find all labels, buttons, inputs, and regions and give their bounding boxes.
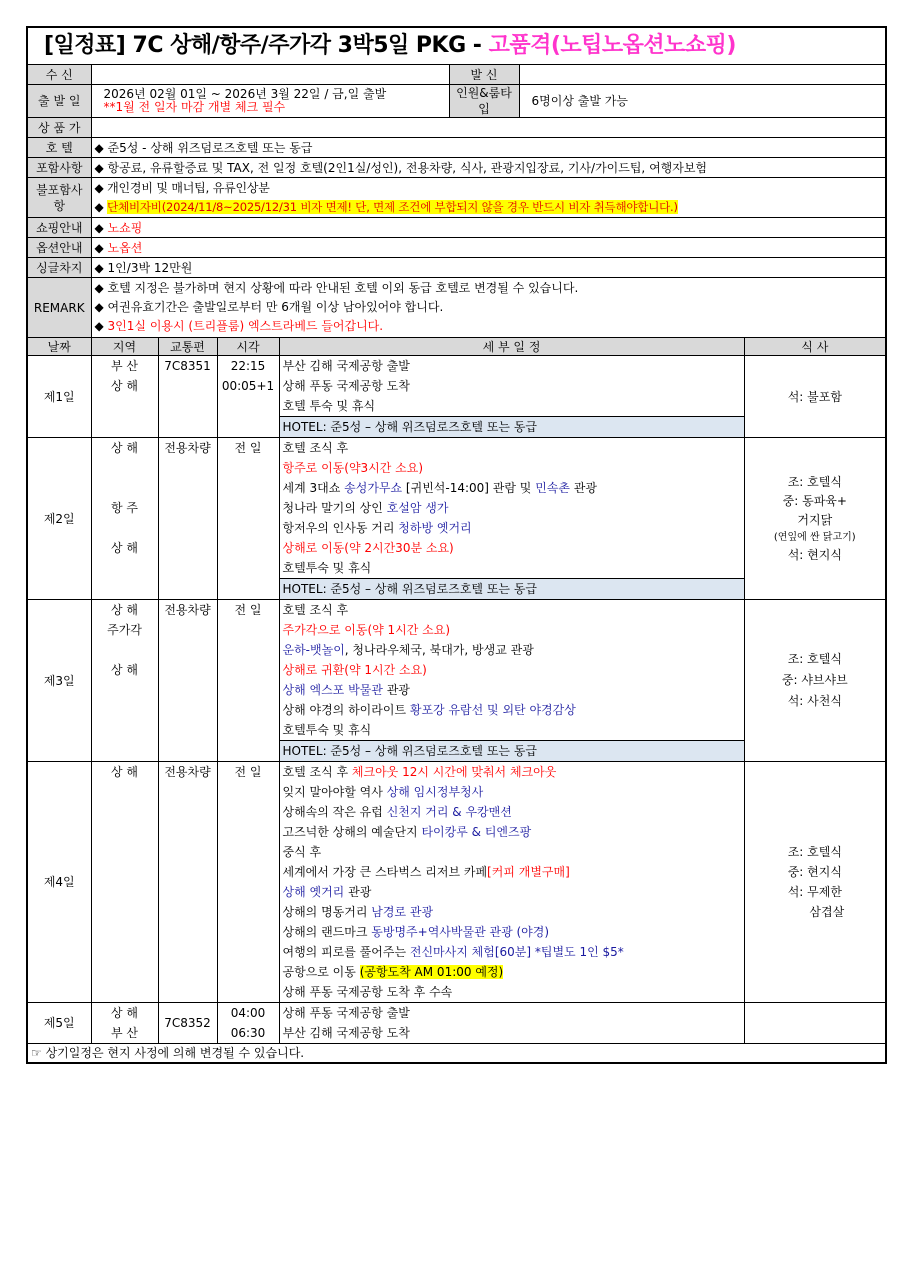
day-regions — [91, 600, 158, 762]
time: 전 일 — [234, 765, 262, 779]
detail-line — [280, 498, 744, 518]
text: 상해의 랜드마크 — [282, 925, 372, 939]
departure-row — [27, 85, 886, 118]
region: 상 해 — [111, 603, 138, 617]
sender-value — [519, 65, 886, 85]
includes-row — [27, 158, 886, 178]
text: 민속촌 — [535, 481, 570, 495]
includes-label: 포함사항 — [27, 158, 91, 178]
bullet: ◆ — [94, 319, 108, 333]
excludes-line2 — [95, 198, 883, 217]
day-label: 제2일 — [27, 438, 91, 600]
text: 전신마사지 체험[60분] *팁별도 1인 $5* — [409, 945, 624, 959]
single-charge-value: ◆ 1인/3박 12만원 — [91, 258, 886, 278]
text: 공항으로 이동 — [282, 965, 360, 979]
day-detail — [279, 1003, 744, 1044]
day-row-1 — [27, 356, 886, 438]
col-transport: 교통편 — [158, 338, 217, 356]
price-label: 상 품 가 — [27, 118, 91, 138]
detail-line — [280, 478, 744, 498]
detail-line: 부산 김해 국제공항 출발 — [282, 359, 410, 373]
region: 상 해 — [111, 765, 138, 779]
text: 동방명주+역사박물관 관광 (야경) — [371, 925, 550, 939]
excludes-value — [91, 178, 886, 218]
recipient-value — [91, 65, 449, 85]
text: 세계 3대쇼 — [282, 481, 345, 495]
text: 관광 — [569, 481, 597, 495]
day-detail — [279, 600, 744, 762]
region: 상 해 — [111, 541, 138, 555]
detail-line: 호텔 조식 후 — [282, 441, 349, 455]
hotel-line: HOTEL: 준5성 – 상해 위즈덤로즈호텔 또는 동급 — [280, 416, 744, 437]
meal-line: (연잎에 싼 닭고기) — [773, 531, 856, 543]
transport: 전용차량 — [164, 441, 211, 455]
day-regions — [91, 356, 158, 438]
day-label: 제5일 — [27, 1003, 91, 1044]
remark-value — [91, 278, 886, 338]
departure-value — [91, 85, 449, 118]
hotel-value: ◆ 준5성 - 상해 위즈덤로즈호텔 또는 동급 — [91, 138, 886, 158]
single-charge-label: 싱글차지 — [27, 258, 91, 278]
remark-line2: ◆ 여권유효기간은 출발일로부터 만 6개월 이상 남아있어야 합니다. — [94, 300, 444, 314]
day-time — [217, 1003, 279, 1044]
day-detail — [279, 762, 744, 1003]
detail-line — [280, 942, 744, 962]
col-meal: 식 사 — [744, 338, 886, 356]
detail-line — [280, 922, 744, 942]
detail-line — [280, 822, 744, 842]
remark-row — [27, 278, 886, 338]
region: 부 산 — [111, 1026, 138, 1040]
meal-line: 중: 샤브샤브 — [781, 673, 848, 687]
text: 황포강 유람선 및 외탄 야경감상 — [409, 703, 576, 717]
detail-line — [280, 762, 744, 782]
day-transport — [158, 600, 217, 762]
text: (공항도착 AM 01:00 예정) — [359, 965, 504, 979]
excludes-row — [27, 178, 886, 218]
detail-line: 상해 푸동 국제공항 출발 — [282, 1006, 410, 1020]
flight-number: 7C8352 — [164, 1016, 211, 1030]
hotel-line: HOTEL: 준5성 – 상해 위즈덤로즈호텔 또는 동급 — [280, 578, 744, 599]
detail-line: 중식 후 — [282, 845, 322, 859]
flight-number: 7C8351 — [164, 359, 211, 373]
day-regions — [91, 762, 158, 1003]
hotel-row — [27, 138, 886, 158]
day-time — [217, 600, 279, 762]
no-shopping-text: 노쇼핑 — [107, 220, 143, 235]
text: 청하방 옛거리 — [398, 521, 472, 535]
time: 04:00 — [230, 1006, 266, 1020]
shopping-row — [27, 218, 886, 238]
itinerary-sheet — [26, 26, 885, 1064]
remark-line1: ◆ 호텔 지정은 불가하며 현지 상황에 따라 안내된 호텔 이외 동급 호텔로 변경될 수 있습니다. — [94, 281, 579, 295]
price-value — [91, 118, 886, 138]
meal-line: 석: 현지식 — [787, 547, 842, 562]
detail-line: 부산 김해 국제공항 도착 — [282, 1026, 410, 1040]
meal-line: 조: 호텔식 — [787, 474, 842, 489]
hotel-line: HOTEL: 준5성 – 상해 위즈덤로즈호텔 또는 동급 — [280, 740, 744, 761]
detail-line: 호텔투숙 및 휴식 — [282, 561, 372, 575]
includes-value: ◆ 항공료, 유류할증료 및 TAX, 전 일정 호텔(2인1실/성인), 전용차량, 식사, 관광지입장료, 기사/가이드팁, 여행자보험 — [91, 158, 886, 178]
region: 부 산 — [111, 359, 138, 373]
page-title — [27, 27, 886, 65]
no-option-text: 노옵션 — [107, 240, 143, 255]
text: 호설암 생가 — [386, 501, 449, 515]
recipient-label: 수 신 — [27, 65, 91, 85]
meal-line: 거지닭 — [797, 512, 833, 527]
detail-line: 호텔 투숙 및 휴식 — [282, 399, 376, 413]
text: 타이캉루 & 티엔즈팡 — [421, 825, 532, 839]
detail-line — [280, 700, 744, 720]
day-label: 제4일 — [27, 762, 91, 1003]
text: 여행의 피로를 풀어주는 — [282, 945, 410, 959]
day-meal — [744, 438, 886, 600]
text: 신천지 거리 & 우캉맨션 — [386, 805, 512, 819]
detail-line: 항주로 이동(약3시간 소요) — [282, 461, 424, 475]
meal-line: 중: 동파육+ — [782, 493, 847, 508]
schedule-header-row — [27, 338, 886, 356]
option-value — [91, 238, 886, 258]
region: 상 해 — [111, 663, 138, 677]
day-label: 제1일 — [27, 356, 91, 438]
day-regions — [91, 438, 158, 600]
detail-line — [280, 962, 744, 982]
text: 운하-뱃놀이 — [282, 643, 345, 657]
day-time — [217, 356, 279, 438]
day-meal — [744, 600, 886, 762]
title-main: [일정표] 7C 상해/항주/주가각 3박5일 PKG - — [44, 33, 489, 58]
shopping-label: 쇼핑안내 — [27, 218, 91, 238]
text: 남경로 관광 — [371, 905, 434, 919]
text: 고즈넉한 상해의 예술단지 — [282, 825, 422, 839]
text: 세계에서 가장 큰 스타벅스 리저브 카페 — [282, 865, 488, 879]
text: 관광 — [344, 885, 372, 899]
meal-line: 조: 호텔식 — [787, 652, 842, 666]
day-detail — [279, 438, 744, 600]
hotel-label: 호 텔 — [27, 138, 91, 158]
region: 주가각 — [107, 623, 142, 637]
text: 상해 임시정부청사 — [386, 785, 484, 799]
col-time: 시각 — [217, 338, 279, 356]
remark-triple-room: 3인1실 이용시 (트리플룸) 엑스트라베드 들어갑니다. — [107, 319, 384, 333]
detail-line — [280, 518, 744, 538]
title-row — [27, 27, 886, 65]
footer-row — [27, 1044, 886, 1064]
room-value: 6명이상 출발 가능 — [519, 85, 886, 118]
day-detail — [279, 356, 744, 438]
transport: 전용차량 — [164, 765, 211, 779]
day-row-4 — [27, 762, 886, 1003]
text: 청나라 말기의 상인 — [282, 501, 387, 515]
recipient-row — [27, 65, 886, 85]
day-row-2 — [27, 438, 886, 600]
time: 전 일 — [234, 441, 262, 455]
text: 송성가무쇼 — [344, 481, 403, 495]
region: 항 주 — [111, 501, 138, 515]
departure-label: 출 발 일 — [27, 85, 91, 118]
meal-line: 석: 사천식 — [787, 694, 842, 708]
text: 항저우의 인사동 거리 — [282, 521, 399, 535]
time: 전 일 — [234, 603, 262, 617]
text: 상해 엑스포 박물관 — [282, 683, 383, 697]
day-time — [217, 438, 279, 600]
footer-note: ☞ 상기일정은 현지 사정에 의해 변경될 수 있습니다. — [27, 1044, 886, 1064]
time: 22:15 — [230, 359, 266, 373]
detail-line — [280, 862, 744, 882]
detail-line: 상해 푸동 국제공항 도착 후 수속 — [282, 985, 453, 999]
meal-line: 삼겹살 — [809, 905, 845, 919]
price-row — [27, 118, 886, 138]
day-regions — [91, 1003, 158, 1044]
detail-line — [280, 680, 744, 700]
shopping-value — [91, 218, 886, 238]
detail-line: 호텔투숙 및 휴식 — [282, 723, 372, 737]
detail-line: 상해 푸동 국제공항 도착 — [282, 379, 410, 393]
remark-label: REMARK — [27, 278, 91, 338]
excludes-label: 불포함사항 — [27, 178, 91, 218]
detail-line: 주가각으로 이동(약 1시간 소요) — [282, 623, 451, 637]
itinerary-table — [26, 26, 887, 1064]
day-label: 제3일 — [27, 600, 91, 762]
day-meal — [744, 1003, 886, 1044]
detail-line — [280, 902, 744, 922]
option-row — [27, 238, 886, 258]
text: 상해 야경의 하이라이트 — [282, 703, 410, 717]
day-row-3 — [27, 600, 886, 762]
detail-line — [280, 640, 744, 660]
text: 잊지 말아야할 역사 — [282, 785, 387, 799]
day-meal — [744, 762, 886, 1003]
departure-note: **1월 전 일자 마감 개별 체크 필수 — [103, 100, 286, 114]
day-time — [217, 762, 279, 1003]
col-date: 날짜 — [27, 338, 91, 356]
time: 00:05+1 — [221, 379, 275, 393]
departure-dates: 2026년 02월 01일 ~ 2026년 3월 22일 / 금,일 출발 — [103, 87, 387, 101]
option-label: 옵션안내 — [27, 238, 91, 258]
day-transport — [158, 356, 217, 438]
single-charge-row — [27, 258, 886, 278]
text: 상해의 명동거리 — [282, 905, 372, 919]
bullet: ◆ — [94, 220, 108, 235]
excludes-line1: ◆ 개인경비 및 매너팁, 유류인상분 — [94, 180, 270, 195]
region: 상 해 — [111, 441, 138, 455]
title-accent: 고품격(노팁노옵션노쇼핑) — [488, 33, 736, 58]
visa-notice: 단체비자비(2024/11/8~2025/12/31 비자 면제! 단, 면제 조건에 부합되지 않을 경우 반드시 비자 취득해야합니다.) — [107, 199, 678, 214]
detail-line — [280, 882, 744, 902]
time: 06:30 — [230, 1026, 266, 1040]
day-transport — [158, 762, 217, 1003]
day-meal: 석: 불포함 — [744, 356, 886, 438]
meal-line: 석: 무제한 — [787, 885, 842, 899]
day-transport — [158, 1003, 217, 1044]
room-label: 인원&룸타입 — [449, 85, 519, 118]
text: 체크아웃 12시 시간에 맞춰서 체크아웃 — [351, 765, 557, 779]
transport: 전용차량 — [164, 603, 211, 617]
sender-label: 발 신 — [449, 65, 519, 85]
day-row-5 — [27, 1003, 886, 1044]
detail-line — [280, 782, 744, 802]
text: , 청나라우체국, 북대가, 방생교 관광 — [344, 643, 534, 657]
detail-line — [280, 802, 744, 822]
detail-line: 상해로 귀환(약 1시간 소요) — [282, 663, 427, 677]
text: [커피 개별구매] — [487, 865, 570, 879]
text: [귀빈석-14:00] 관람 및 — [402, 481, 536, 495]
col-detail: 세 부 일 정 — [279, 338, 744, 356]
text: 상해 옛거리 — [282, 885, 345, 899]
day-transport — [158, 438, 217, 600]
meal-line: 조: 호텔식 — [787, 845, 842, 859]
text: 상해속의 작은 유럽 — [282, 805, 387, 819]
detail-line: 호텔 조식 후 — [282, 603, 349, 617]
region: 상 해 — [111, 1006, 138, 1020]
text: 호텔 조식 후 — [282, 765, 352, 779]
bullet: ◆ — [94, 240, 108, 255]
meal-line: 중: 현지식 — [787, 865, 842, 879]
remark-line3 — [95, 317, 883, 336]
region: 상 해 — [111, 379, 138, 393]
text: 관광 — [382, 683, 410, 697]
detail-line: 상해로 이동(약 2시간30분 소요) — [282, 541, 454, 555]
bullet: ◆ — [94, 199, 108, 214]
col-region: 지역 — [91, 338, 158, 356]
